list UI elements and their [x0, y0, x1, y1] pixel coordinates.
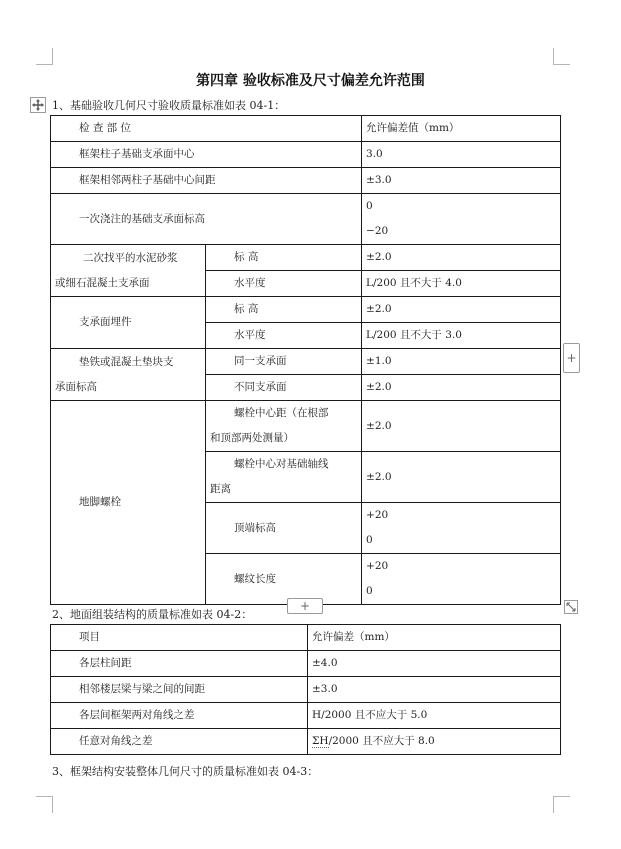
page-corner-mark-top-right: [553, 48, 570, 65]
table-row: [51, 116, 561, 142]
sub-item: 水平度: [206, 271, 362, 297]
row-value: ±4.0: [308, 651, 561, 677]
row-value: ±2.0: [362, 452, 561, 503]
page-corner-mark-top-left: [36, 48, 53, 65]
sum-symbol: ΣH: [312, 735, 329, 747]
sub-item: 标 高: [206, 297, 362, 323]
header-check-part: 检 查 部 位: [51, 116, 362, 142]
row-value: [362, 503, 561, 554]
sub-item: 螺纹长度: [206, 554, 362, 605]
row-value: ±2.0: [362, 245, 561, 271]
table-row: [51, 651, 561, 677]
table-row: [51, 194, 561, 245]
table-row: [51, 401, 561, 452]
sub-item-line-2: 距离: [210, 483, 231, 495]
row-value: [362, 194, 561, 245]
table-04-2: [50, 624, 561, 755]
value-lower: −20: [366, 225, 389, 237]
table-move-handle[interactable]: [30, 97, 46, 113]
row-value: ±2.0: [362, 401, 561, 452]
value-lower: 0: [366, 585, 373, 597]
table-resize-handle[interactable]: [564, 600, 578, 614]
page-corner-mark-bottom-right: [553, 796, 570, 813]
table-row: [51, 142, 561, 168]
resize-arrow-icon: [566, 602, 576, 612]
row-part: [51, 245, 206, 297]
table-row: [51, 625, 561, 651]
row-part: 框架柱子基础支承面中心: [51, 142, 362, 168]
value-upper: +20: [366, 560, 389, 572]
row-value: [362, 554, 561, 605]
row-part: [51, 349, 206, 401]
move-arrows-icon: [32, 99, 44, 111]
table-row: [51, 677, 561, 703]
sub-item: 不同支承面: [206, 375, 362, 401]
table-row: [51, 168, 561, 194]
sub-item: 水平度: [206, 323, 362, 349]
table-row: [51, 297, 561, 323]
header-tolerance: 允许偏差（mm）: [308, 625, 561, 651]
sub-item-line-1: 螺栓中心对基础轴线: [234, 458, 329, 470]
part-line-1: 二次找平的水泥砂浆: [83, 251, 178, 264]
table-row: [51, 729, 561, 755]
row-value: [308, 729, 561, 755]
table-row: [51, 245, 561, 271]
row-value: ±3.0: [362, 168, 561, 194]
row-value: ±3.0: [308, 677, 561, 703]
sub-item: [206, 401, 362, 452]
row-part: 地脚螺栓: [51, 401, 206, 605]
row-value: ±1.0: [362, 349, 561, 375]
row-value: L/200 且不大于 4.0: [362, 271, 561, 297]
row-value: 3.0: [362, 142, 561, 168]
value-text: /2000 且不应大于 8.0: [328, 735, 435, 747]
row-item: 相邻楼层梁与梁之间的间距: [51, 677, 308, 703]
table-04-1: [50, 115, 561, 605]
sub-item: [206, 452, 362, 503]
value-upper: +20: [366, 509, 389, 521]
sub-item-line-2: 和顶部两处测量）: [210, 432, 294, 444]
add-column-button[interactable]: +: [563, 343, 580, 373]
part-line-1: 垫铁或混凝土垫块支: [79, 355, 174, 368]
value-upper: 0: [366, 200, 373, 212]
page-corner-mark-bottom-left: [36, 796, 53, 813]
part-line-2: 或细石混凝土支承面: [55, 276, 150, 289]
section-1-heading: 1、基础验收几何尺寸验收质量标准如表 04-1：: [52, 99, 286, 112]
row-value: L/200 且不大于 3.0: [362, 323, 561, 349]
sub-item-line-1: 螺栓中心距（在根部: [234, 407, 329, 419]
header-item: 项目: [51, 625, 308, 651]
table-row: [51, 349, 561, 375]
row-part: 支承面埋件: [51, 297, 206, 349]
part-line-2: 承面标高: [55, 380, 97, 393]
chapter-title: 第四章 验收标准及尺寸偏差允许范围: [196, 73, 425, 89]
section-2-heading: 2、地面组装结构的质量标准如表 04-2：: [52, 608, 253, 621]
row-item: 各层间框架两对角线之差: [51, 703, 308, 729]
row-value: ±2.0: [362, 375, 561, 401]
row-item: 各层柱间距: [51, 651, 308, 677]
header-tolerance: 允许偏差值（mm）: [362, 116, 561, 142]
add-row-button[interactable]: +: [287, 598, 323, 614]
section-3-heading: 3、框架结构安装整体几何尺寸的质量标准如表 04-3：: [52, 765, 319, 778]
table-row: [51, 703, 561, 729]
row-item: 任意对角线之差: [51, 729, 308, 755]
row-part: 框架相邻两柱子基础中心间距: [51, 168, 362, 194]
row-part: 一次浇注的基础支承面标高: [51, 194, 362, 245]
row-value: ±2.0: [362, 297, 561, 323]
row-value: H/2000 且不应大于 5.0: [308, 703, 561, 729]
sub-item: 同一支承面: [206, 349, 362, 375]
sub-item: 顶端标高: [206, 503, 362, 554]
value-lower: 0: [366, 534, 373, 546]
sub-item: 标 高: [206, 245, 362, 271]
